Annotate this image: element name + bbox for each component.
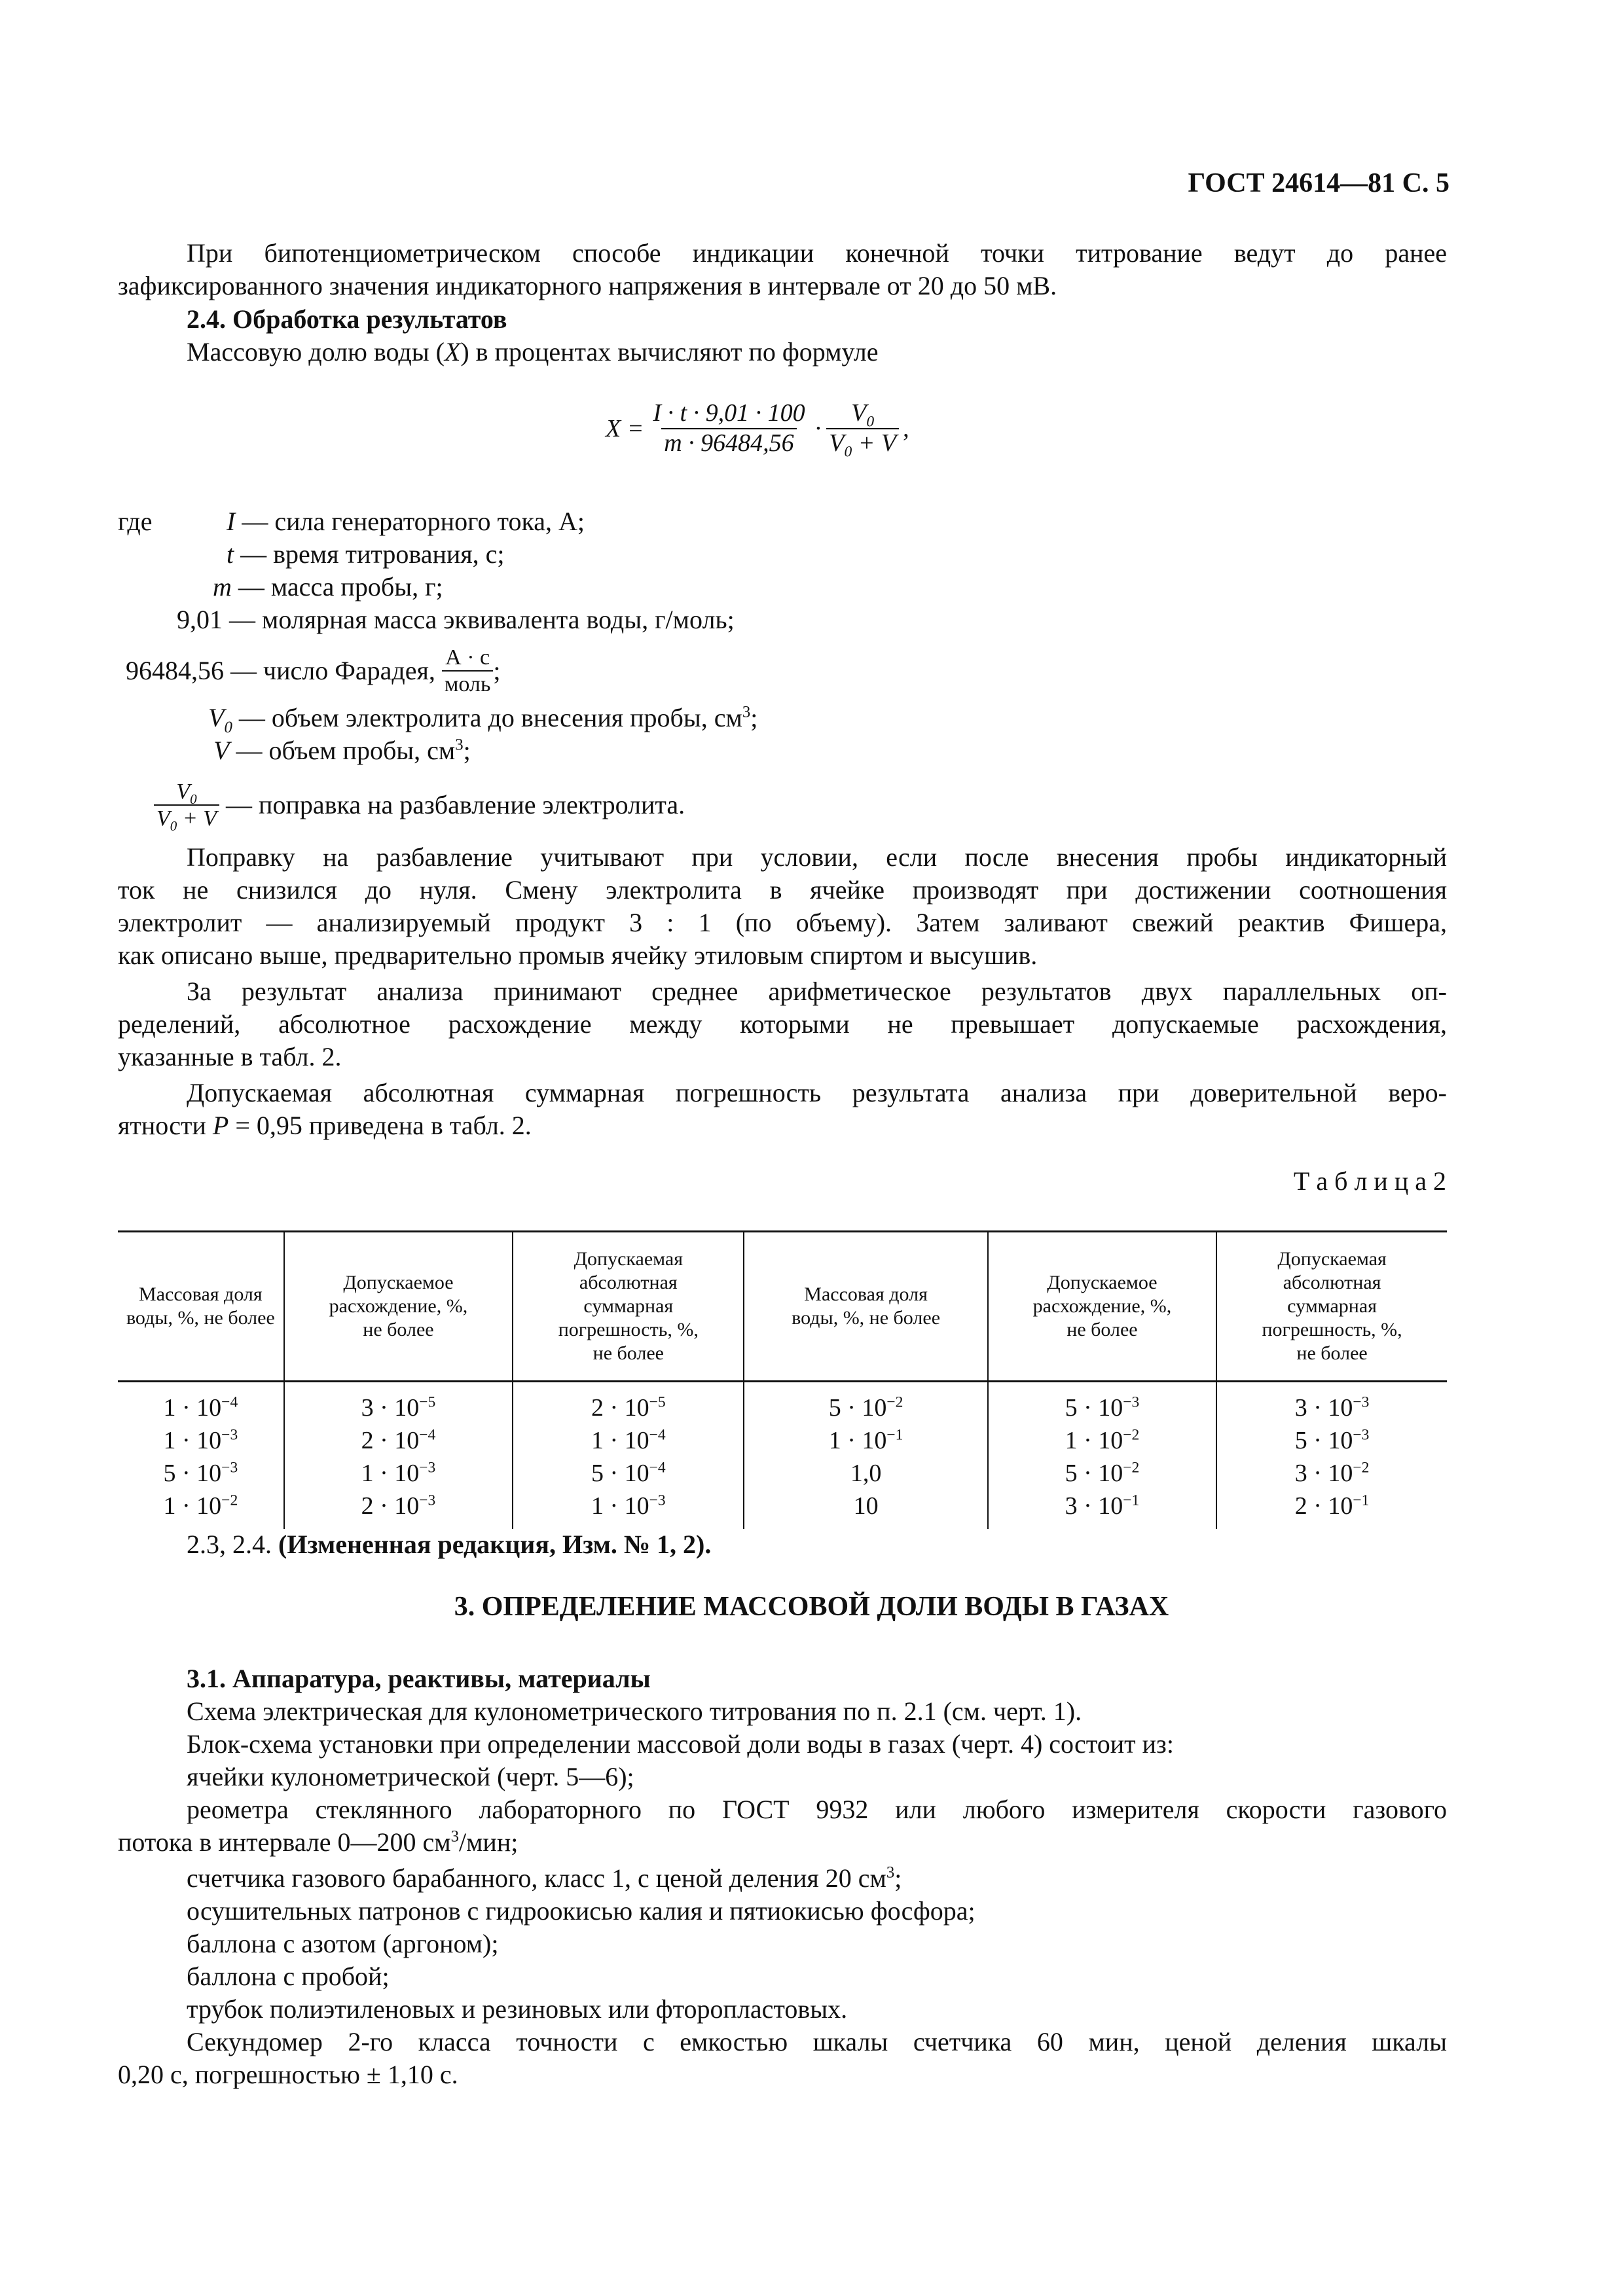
paragraph-line: ятности P = 0,95 приведена в табл. 2. bbox=[118, 1111, 532, 1140]
formula-intro: Массовую долю воды (X) в процентах вычисляют по формуле bbox=[187, 337, 879, 367]
paragraph-line: Секундомер 2-го класса точности с емкостью шкалы счетчика 60 мин, ценой деления шкалы bbox=[187, 2027, 1447, 2056]
paragraph-line: ток не снизился до нуля. Смену электролита в ячейке производят при достижении соотношения bbox=[118, 875, 1447, 905]
paragraph-line: осушительных патронов с гидроокисью калия и пятиокисью фосфора; bbox=[187, 1896, 976, 1926]
paragraph-line: реометра стеклянного лабораторного по ГОСТ 9932 или любого измерителя скорости газового bbox=[187, 1795, 1447, 1824]
page-header: ГОСТ 24614—81 С. 5 bbox=[1188, 168, 1450, 198]
paragraph-line: При бипотенциометрическом способе индикации конечной точки титрование ведут до ранее bbox=[187, 238, 1447, 268]
paragraph-line: электролит — анализируемый продукт 3 : 1 (по объему). Затем заливают свежий реактив Фишера, bbox=[118, 908, 1447, 937]
table-row bbox=[118, 1382, 1447, 1530]
table-cell: $2 \cdot 10^{-5}$ $1 \cdot 10^{-4}$ $5 \cdot 10^{-4}$ $1 \cdot 10^{-3}$ bbox=[513, 1382, 744, 1530]
table-caption: Т а б л и ц а 2 bbox=[1293, 1166, 1446, 1196]
legend-item: V — объем пробы, $см^3$; bbox=[213, 736, 471, 765]
formula-fraction-2: $\frac{V_0}{V_0 + V}$ bbox=[826, 399, 899, 457]
table-cell: $3 \cdot 10^{-5}$ $2 \cdot 10^{-4}$ $1 \cdot 10^{-3}$ $2 \cdot 10^{-3}$ bbox=[284, 1382, 513, 1530]
paragraph-line: как описано выше, предварительно промыв ячейку этиловым спиртом и высушив. bbox=[118, 941, 1038, 970]
table-cell: $1 \cdot 10^{-4}$ $1 \cdot 10^{-3}$ $5 \cdot 10^{-3}$ $1 \cdot 10^{-2}$ bbox=[163, 1393, 238, 1520]
table-header-cell: Массовая доля воды, %, не более bbox=[744, 1232, 987, 1382]
legend-where: где bbox=[118, 507, 153, 536]
section-title: 3. ОПРЕДЕЛЕНИЕ МАССОВОЙ ДОЛИ ВОДЫ В ГАЗАХ bbox=[454, 1592, 1169, 1622]
table-cell: $5 \cdot 10^{-2}$ $1 \cdot 10^{-1}$ 1,0 10 bbox=[744, 1382, 987, 1530]
formula-lhs: X = bbox=[606, 414, 644, 442]
formula: X = $\frac{I \cdot t \cdot 9,01 \cdot 100}{m \cdot 96484,56}$ · $\frac{V_0}{V_0 + V}$ , bbox=[606, 399, 909, 461]
table-cell: $5 \cdot 10^{-3}$ $1 \cdot 10^{-2}$ $5 \cdot 10^{-2}$ $3 \cdot 10^{-1}$ bbox=[988, 1382, 1216, 1530]
paragraph-line: За результат анализа принимают среднее арифметическое результатов двух параллельных оп- bbox=[187, 977, 1447, 1006]
table-header-row bbox=[118, 1232, 1447, 1382]
amendment-note: 2.3, 2.4. (Измененная редакция, Изм. № 1, 2). bbox=[187, 1530, 712, 1559]
paragraph-line: указанные в табл. 2. bbox=[118, 1042, 342, 1071]
table-header-cell: Допускаемое расхождение, %, не более bbox=[988, 1232, 1216, 1382]
legend-item: t — время титрования, с; bbox=[227, 539, 505, 569]
paragraph-line: счетчика газового барабанного, класс 1, с ценой деления 20 $см^3$; bbox=[187, 1863, 902, 1893]
table-cell: $3 \cdot 10^{-3}$ $5 \cdot 10^{-3}$ $3 \cdot 10^{-2}$ $2 \cdot 10^{-1}$ bbox=[1216, 1382, 1447, 1530]
paragraph-line: ределений, абсолютное расхождение между которыми не превышает допускаемые расхождения, bbox=[118, 1009, 1447, 1039]
data-table bbox=[118, 1230, 1447, 1529]
paragraph-line: Схема электрическая для кулонометрического титрования по п. 2.1 (см. черт. 1). bbox=[187, 1696, 1082, 1726]
table-header-cell: Допускаемая абсолютная суммарная погрешность, %, не более bbox=[1216, 1232, 1447, 1382]
section-heading: 3.1. Аппаратура, реактивы, материалы bbox=[187, 1664, 651, 1693]
paragraph-line: зафиксированного значения индикаторного напряжения в интервале от 20 до 50 мВ. bbox=[118, 271, 1057, 300]
section-heading: 2.4. Обработка результатов bbox=[187, 304, 507, 334]
table-header-cell: Допускаемая абсолютная суммарная погрешность, %, не более bbox=[513, 1232, 744, 1382]
paragraph-line: трубок полиэтиленовых и резиновых или фторопластовых. bbox=[187, 1994, 848, 2024]
legend-item: I — сила генераторного тока, А; bbox=[227, 507, 585, 536]
paragraph-line: потока в интервале 0—200 $см^3$/мин; bbox=[118, 1827, 519, 1857]
paragraph-line: баллона с азотом (аргоном); bbox=[187, 1929, 499, 1958]
paragraph-line: баллона с пробой; bbox=[187, 1962, 390, 1991]
table-header-cell: Допускаемое расхождение, %, не более bbox=[284, 1232, 513, 1382]
legend-item: $V_0$ — объем электролита до внесения пробы, $см^3$; bbox=[208, 703, 758, 736]
legend-item: 96484,56 — число Фарадея, $\frac{А \cdot с}{\text{моль}}$ ; bbox=[126, 645, 501, 697]
paragraph-line: Блок-схема установки при определении массовой доли воды в газах (черт. 4) состоит из: bbox=[187, 1729, 1174, 1759]
legend-item: $\frac{V_0}{V_0 + V}$ — поправка на разбавление электролита. bbox=[154, 779, 685, 831]
paragraph-line: ячейки кулонометрической (черт. 5—6); bbox=[187, 1762, 634, 1791]
legend-item: m — масса пробы, г; bbox=[213, 572, 443, 601]
legend-item: 9,01 — молярная масса эквивалента воды, г/моль; bbox=[177, 605, 735, 634]
paragraph-line: Допускаемая абсолютная суммарная погрешность результата анализа при доверительной веро- bbox=[187, 1078, 1447, 1107]
paragraph-line: Поправку на разбавление учитывают при условии, если после внесения пробы индикаторный bbox=[187, 842, 1447, 872]
table-header-cell: Массовая доля воды, %, не более bbox=[126, 1283, 275, 1329]
formula-fraction-1: $\frac{I \cdot t \cdot 9,01 \cdot 100}{m \cdot 96484,56}$ bbox=[653, 399, 805, 457]
paragraph-line: 0,20 с, погрешностью ± 1,10 с. bbox=[118, 2060, 458, 2089]
